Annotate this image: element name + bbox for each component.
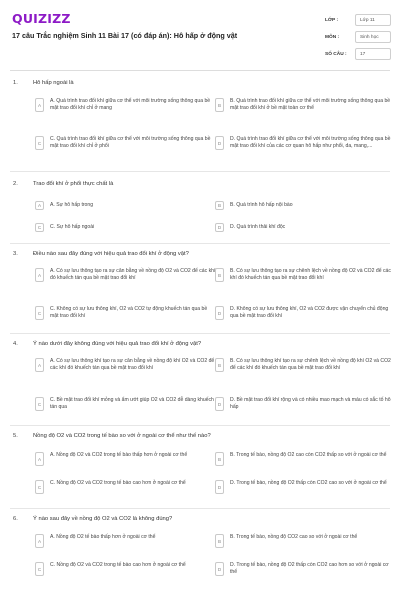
option-text: D. Trong tế bào, nồng độ O2 thấp còn CO2 cao hơn so với ở ngoài cơ thể	[230, 562, 389, 575]
option-text: C. Nồng độ O2 và CO2 trong tế bào cao hơn ở ngoài cơ thể	[50, 480, 186, 486]
option-d[interactable]	[215, 223, 397, 232]
question-divider	[10, 508, 390, 509]
question-text: Hô hấp ngoài là	[33, 80, 74, 86]
option-letter: C	[35, 306, 44, 320]
option-text: A. Nồng độ O2 và CO2 trong tế bào thấp hơn ở ngoài cơ thể	[50, 452, 188, 458]
question-divider	[10, 425, 390, 426]
meta-key: LỚP :	[325, 17, 339, 23]
option-text: B. Trong tế bào, nồng độ O2 cao còn CO2 thấp so với ở ngoài cơ thể	[230, 452, 387, 458]
question-divider	[10, 243, 390, 244]
option-d[interactable]	[215, 562, 397, 576]
option-letter: D	[215, 306, 224, 320]
option-text: D. Quá trình trao đổi khí giữa cơ thể với môi trường sống thông qua bề mặt trao đổi khí của các cơ quan hô hấp như phổi, da, mang,...	[230, 136, 391, 149]
option-text: D. Không có sự lưu thông khí, O2 và CO2 được vận chuyển chủ động qua bề mặt trao đổi khí	[230, 306, 389, 319]
meta-row-count	[325, 47, 391, 61]
question-text: Ý nào dưới đây không đúng với hiệu quả trao đổi khí ở động vật?	[33, 341, 202, 347]
option-d[interactable]	[215, 397, 397, 411]
option-text: A. Sự hô hấp trong	[50, 202, 94, 208]
question-divider	[10, 171, 390, 172]
question-number: 2.	[13, 181, 18, 187]
option-letter: A	[35, 534, 44, 548]
option-b[interactable]	[215, 268, 397, 282]
option-a[interactable]	[35, 201, 217, 210]
option-text: A. Có sự lưu thông khí tạo ra sự cân bằng về nồng độ khí O2 và CO2 để các khí đó khuếch tán qua bề mặt trao đổi khí	[50, 358, 215, 371]
option-b[interactable]	[215, 358, 397, 372]
question-number: 5.	[13, 433, 18, 439]
option-a[interactable]	[35, 534, 217, 548]
option-letter: D	[215, 136, 224, 150]
subject-field: Sinh học	[355, 31, 391, 43]
question-text: Ý nào sau đây về nồng độ O2 và CO2 là không đúng?	[33, 516, 173, 522]
option-letter: C	[35, 223, 44, 232]
option-a[interactable]	[35, 358, 217, 372]
option-c[interactable]	[35, 397, 217, 411]
option-letter: C	[35, 397, 44, 411]
option-letter: B	[215, 98, 224, 112]
question-number: 4.	[13, 341, 18, 347]
option-letter: B	[215, 534, 224, 548]
worksheet-meta	[325, 13, 391, 64]
option-letter: A	[35, 201, 44, 210]
option-letter: D	[215, 562, 224, 576]
option-letter: B	[215, 452, 224, 466]
meta-row-grade	[325, 13, 391, 27]
option-letter: A	[35, 452, 44, 466]
option-letter: B	[215, 268, 224, 282]
option-a[interactable]	[35, 452, 217, 466]
option-a[interactable]	[35, 268, 217, 282]
option-letter: A	[35, 98, 44, 112]
option-d[interactable]	[215, 480, 397, 494]
option-text: A. Có sự lưu thông tạo ra sự cân bằng về nồng độ O2 và CO2 để các khí đó khuếch tán qua bề mặt trao đổi khí	[50, 268, 216, 281]
worksheet-title: 17 câu Trắc nghiệm Sinh 11 Bài 17 (có đáp án): Hô hấp ở động vật	[12, 31, 238, 40]
option-b[interactable]	[215, 534, 397, 548]
option-c[interactable]	[35, 136, 217, 150]
option-b[interactable]	[215, 98, 397, 112]
option-letter: B	[215, 358, 224, 372]
meta-row-subject	[325, 30, 391, 44]
option-letter: C	[35, 480, 44, 494]
question-divider	[10, 333, 390, 334]
option-d[interactable]	[215, 136, 397, 150]
option-text: B. Quá trình hô hấp nội bào	[230, 202, 293, 208]
option-c[interactable]	[35, 480, 217, 494]
option-letter: C	[35, 136, 44, 150]
option-letter: D	[215, 223, 224, 232]
option-text: D. Bề mặt trao đổi khí rộng và có nhiều mao mạch và máu có sắc tố hô hấp	[230, 397, 391, 410]
option-d[interactable]	[215, 306, 397, 320]
meta-key: SỐ CÂU :	[325, 51, 347, 57]
option-text: D. Trong tế bào, nồng độ O2 thấp còn CO2 cao so với ở ngoài cơ thể	[230, 480, 387, 486]
option-text: B. Trong tế bào, nồng độ CO2 cao so với ở ngoài cơ thể	[230, 534, 358, 540]
option-b[interactable]	[215, 201, 397, 210]
option-text: C. Bề mặt trao đổi khí mỏng và ẩm ướt giúp O2 và CO2 dễ dàng khuếch tán qua	[50, 397, 214, 410]
option-c[interactable]	[35, 223, 217, 232]
option-letter: A	[35, 358, 44, 372]
option-text: A. Quá trình trao đổi khí giữa cơ thể với môi trường sống thông qua bề mặt trao đổi khí chỉ ở mang	[50, 98, 211, 111]
option-letter: A	[35, 268, 44, 282]
question-number: 6.	[13, 516, 18, 522]
worksheet-header	[0, 0, 400, 70]
option-text: D. Quá trình thải khí độc	[230, 224, 286, 230]
question-text: Trao đổi khí ở phổi thực chất là	[33, 181, 114, 187]
option-text: C. Sự hô hấp ngoài	[50, 224, 95, 230]
header-divider	[10, 70, 390, 71]
meta-key: MÔN :	[325, 34, 340, 40]
option-letter: D	[215, 480, 224, 494]
option-c[interactable]	[35, 306, 217, 320]
option-text: B. Có sự lưu thông khí tạo ra sự chênh lệch về nồng độ khí O2 và CO2 để các khí đó khuếch tán qua bề mặt trao đổi khí	[230, 358, 391, 371]
option-text: A. Nồng độ O2 tế bào thấp hơn ở ngoài cơ thể	[50, 534, 156, 540]
option-text: C. Nồng độ O2 và CO2 trong tế bào cao hơn ở ngoài cơ thể	[50, 562, 186, 568]
question-number: 3.	[13, 251, 18, 257]
option-letter: D	[215, 397, 224, 411]
quizizz-logo: QUIZIZZ	[12, 11, 71, 26]
option-letter: B	[215, 201, 224, 210]
grade-field: Lớp 11	[355, 14, 391, 26]
option-text: B. Quá trình trao đổi khí giữa cơ thể với môi trường sống thông qua bề mặt trao đổi khí ở bề mặt toàn cơ thể	[230, 98, 391, 111]
option-text: C. Quá trình trao đổi khí giữa cơ thể với môi trường sống thông qua bề mặt trao đổi khí chỉ ở phổi	[50, 136, 211, 149]
option-text: B. Có sự lưu thông tạo ra sự chênh lệch về nồng độ O2 và CO2 để các khí đó khuếch tán qua bề mặt trao đổi khí	[230, 268, 391, 281]
question-text: Điều nào sau đây đúng với hiệu quả trao đổi khí ở động vật?	[33, 251, 189, 257]
question-number: 1.	[13, 80, 18, 86]
option-c[interactable]	[35, 562, 217, 576]
option-text: C. Không có sự lưu thông khí, O2 và CO2 tự động khuếch tán qua bề mặt trao đổi khí	[50, 306, 208, 319]
option-letter: C	[35, 562, 44, 576]
option-b[interactable]	[215, 452, 397, 466]
question-count-field: 17	[355, 48, 391, 60]
question-text: Nồng độ O2 và CO2 trong tế bào so với ở ngoài cơ thể như thế nào?	[33, 433, 211, 439]
option-a[interactable]	[35, 98, 217, 112]
